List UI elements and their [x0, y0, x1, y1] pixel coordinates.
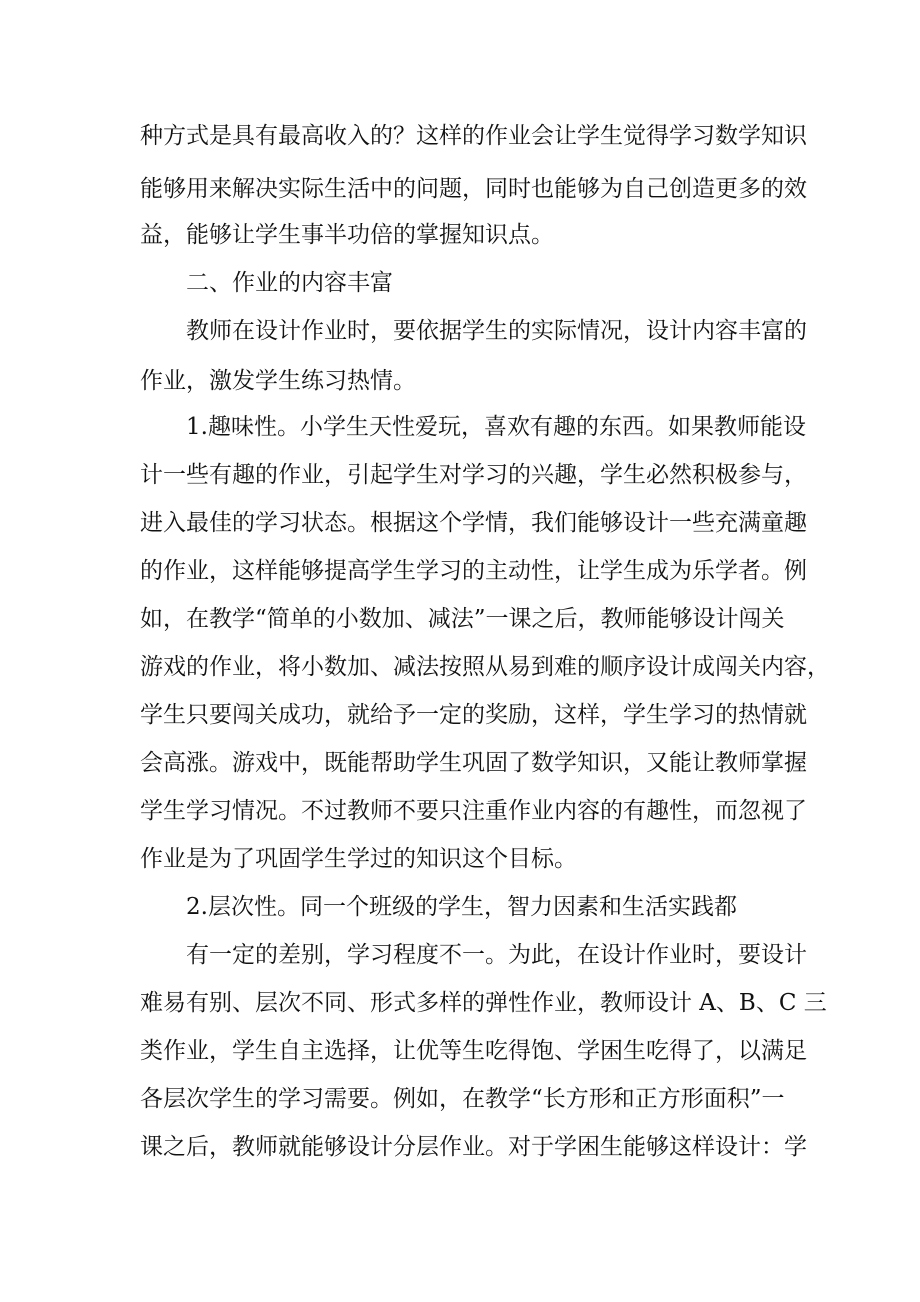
- text-line: 会高涨。游戏中，既能帮助学生巩固了数学知识，又能让教师掌握: [140, 750, 807, 776]
- text-line: 游戏的作业，将小数加、减法按照从易到难的顺序设计成闯关内容，: [140, 654, 830, 680]
- text-line: 教师在设计作业时，要依据学生的实际情况，设计内容丰富的: [186, 318, 807, 344]
- text-line: 种方式是具有最高收入的？这样的作业会让学生觉得学习数学知识: [140, 123, 807, 149]
- text-line: 能够用来解决实际生活中的问题，同时也能够为自己创造更多的效: [140, 176, 807, 202]
- text-line: 学生学习情况。不过教师不要只注重作业内容的有趣性，而忽视了: [140, 798, 807, 824]
- text-line: 计一些有趣的作业，引起学生对学习的兴趣，学生必然积极参与，: [140, 462, 807, 488]
- text-line: 课之后，教师就能够设计分层作业。对于学困生能够这样设计：学: [140, 1134, 807, 1160]
- text-line: 进入最佳的学习状态。根据这个学情，我们能够设计一些充满童趣: [140, 510, 807, 536]
- text-line: 有一定的差别，学习程度不一。为此，在设计作业时，要设计: [186, 942, 807, 968]
- text-line: 学生只要闯关成功，就给予一定的奖励，这样，学生学习的热情就: [140, 702, 807, 728]
- section-heading: 二、作业的内容丰富: [186, 270, 393, 296]
- text-line: 难易有别、层次不同、形式多样的弹性作业，教师设计 A、B、C 三: [140, 990, 827, 1016]
- text-line: 如，在教学“简单的小数加、减法”一课之后，教师能够设计闯关: [140, 606, 785, 632]
- text-line: 2.层次性。同一个班级的学生，智力因素和生活实践都: [186, 894, 737, 920]
- text-line: 1.趣味性。小学生天性爱玩，喜欢有趣的东西。如果教师能设: [186, 414, 806, 440]
- text-line: 的作业，这样能够提高学生学习的主动性，让学生成为乐学者。例: [140, 558, 807, 584]
- text-line: 益，能够让学生事半功倍的掌握知识点。: [140, 222, 554, 248]
- text-line: 作业，激发学生练习热情。: [140, 368, 416, 394]
- text-line: 类作业，学生自主选择，让优等生吃得饱、学困生吃得了，以满足: [140, 1038, 807, 1064]
- text-line: 各层次学生的学习需要。例如，在教学“长方形和正方形面积”一: [140, 1086, 785, 1112]
- text-line: 作业是为了巩固学生学过的知识这个目标。: [140, 846, 577, 872]
